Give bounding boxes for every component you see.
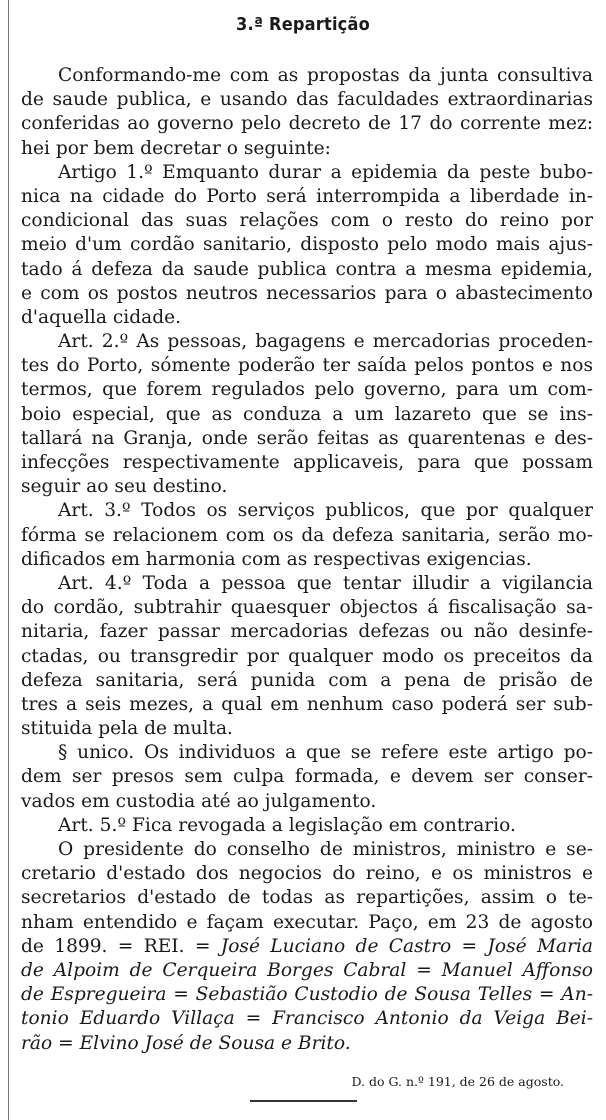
source-citation: D. do G. n.º 191, de 26 de agosto. xyxy=(351,1074,564,1089)
text-line: defeza sanitaria, será punida com a pena de prisão de xyxy=(21,669,593,691)
text-line: ctadas, ou transgredir por qualquer modo os preceitos da xyxy=(21,645,593,667)
text-line: vados em custodia até ao julgamento. xyxy=(21,790,377,812)
text-line: tres a seis mezes, a qual em nenhum caso poderá ser sub- xyxy=(21,693,593,715)
text-line: O presidente do conselho de ministros, ministro e se- xyxy=(58,839,593,860)
text-line: nica na cidade do Porto será interrompida a liberdade in- xyxy=(21,185,593,207)
text-line: § unico. Os individuos a que se refere este artigo po- xyxy=(58,742,593,764)
signatory-names: de Espregueira = Sebastião Custodio de Sousa Telles = An- xyxy=(21,984,593,1006)
text-line: de saude publica, e usando das faculdades extraordinarias xyxy=(21,89,593,111)
text-line: condicional das suas relações com o resto do reino por xyxy=(21,210,593,232)
text-line: seguir ao seu destino. xyxy=(21,476,228,498)
text-line: dificados em harmonia com as respectivas exigencias. xyxy=(21,548,532,570)
text-line: tado á defeza da saude publica contra a mesma epidemia, xyxy=(21,258,593,280)
signature-line xyxy=(21,1032,593,1056)
text-line: Art. 2.º As pessoas, bagagens e mercadorias proceden- xyxy=(58,331,593,353)
signatory-names: José Luciano de Castro = José Maria xyxy=(220,935,593,957)
text-line: Conformando-me com as propostas da junta consultiva xyxy=(58,65,593,86)
text-line: nitaria, fazer passar mercadorias defezas ou não desinfe- xyxy=(21,621,593,643)
text-line: d'aquella cidade. xyxy=(21,306,182,328)
text-line: infecções respectivamente applicaveis, para que possam xyxy=(21,452,593,473)
signatory-names: tonio Eduardo Villaça = Francisco Antonio da Veiga Bei- xyxy=(21,1008,593,1030)
signature-line xyxy=(21,959,593,983)
end-rule xyxy=(250,1100,357,1102)
text-line: tes do Porto, sómente poderão ter saída pelos pontos e nos xyxy=(21,355,593,377)
text-line: Art. 5.º Fica revogada a legislação em contrario. xyxy=(58,814,516,836)
text-line: e com os postos neutros necessarios para o abastecimento xyxy=(21,282,593,304)
text-line: Art. 3.º Todos os serviços publicos, que por qualquer xyxy=(58,500,593,522)
text-line: cretario d'estado dos negocios do reino, e os ministros e xyxy=(21,863,593,885)
text-line: meio d'um cordão sanitario, disposto pelo modo mais ajus- xyxy=(21,234,593,256)
signature-line xyxy=(21,983,593,1007)
text-line: tallará na Granja, onde serão feitas as quarentenas e des- xyxy=(21,427,593,449)
text-line: conferidas ao governo pelo decreto de 17 do corrente mez: xyxy=(21,113,593,135)
signatory-names: rão = Elvino José de Sousa e Brito. xyxy=(21,1032,351,1054)
text-line: nham entendido e façam executar. Paço, em 23 de agosto xyxy=(21,911,593,933)
text-line: Art. 4.º Toda a pessoa que tentar illudir a vigilancia xyxy=(58,572,593,594)
text-line: dem ser presos sem culpa formada, e devem ser conser- xyxy=(21,766,593,788)
signatory-names: de Alpoim de Cerqueira Borges Cabral = Manuel Affonso xyxy=(21,959,593,981)
text-line: termos, que forem regulados pelo governo, para um com- xyxy=(21,379,593,401)
margin-rule xyxy=(8,0,9,1120)
signature-line xyxy=(21,1007,593,1031)
text-line: secretarios d'estado de todas as repartições, assim o te- xyxy=(21,887,593,909)
decree-body xyxy=(21,64,593,1056)
text-line: Artigo 1.º Emquanto durar a epidemia da peste bubo- xyxy=(58,161,593,183)
section-heading: 3.ª Repartição xyxy=(236,14,370,35)
text-line: boio especial, que as conduza a um lazareto que se ins- xyxy=(21,403,593,425)
text-line: stituida pela de multa. xyxy=(21,718,233,740)
text-line: do cordão, subtrahir quaesquer objectos á fiscalisação sa- xyxy=(21,597,593,619)
signature-line xyxy=(21,935,593,959)
text-line: hei por bem decretar o seguinte: xyxy=(21,137,331,159)
date-and-king: de 1899. = REI. = xyxy=(21,935,221,957)
text-line: fórma se relacionem com os da defeza sanitaria, serão mo- xyxy=(21,524,593,546)
